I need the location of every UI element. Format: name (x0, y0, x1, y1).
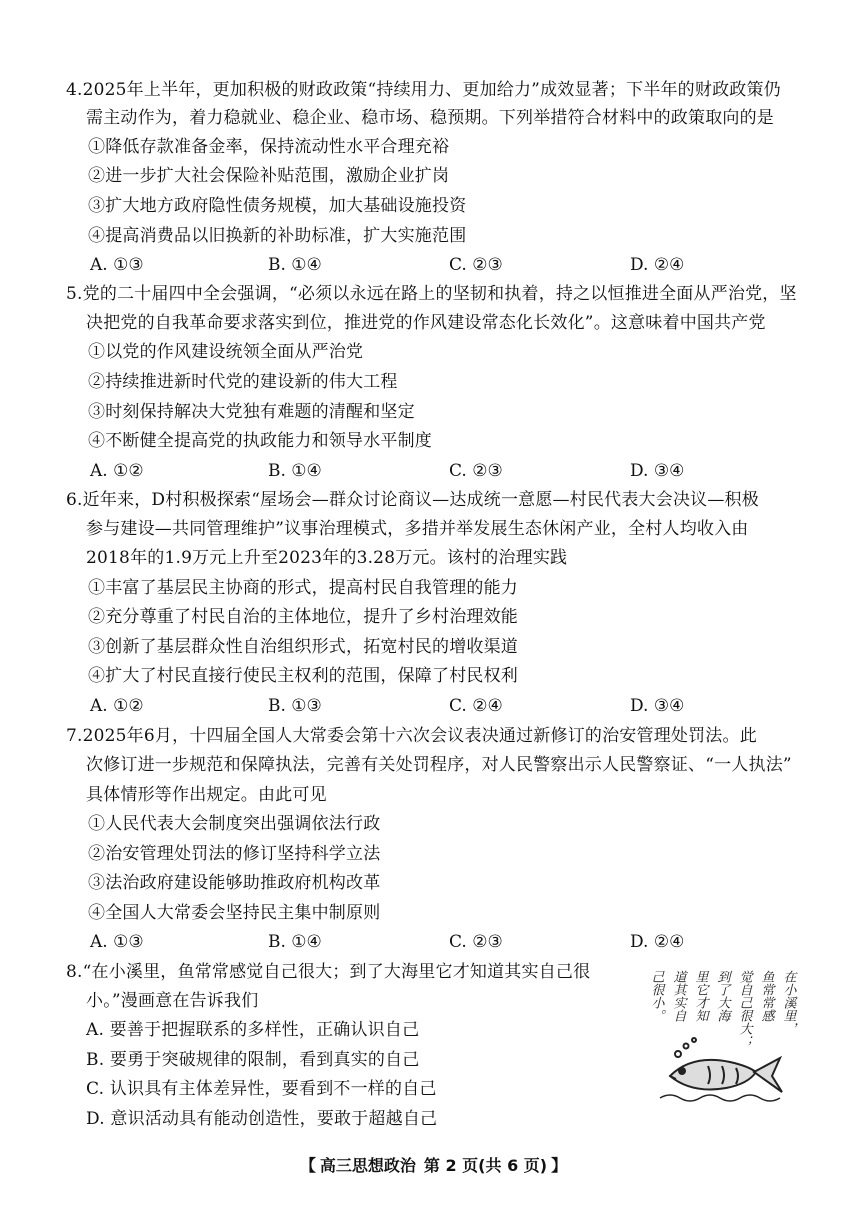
footer-subject: 高三思想政治 (319, 1156, 416, 1175)
statement-item: ①人民代表大会制度突出强调依法行政 (88, 814, 381, 834)
choice-a: A. ①③ (90, 932, 144, 952)
statement-item: ④提高消费品以旧换新的补助标准，扩大实施范围 (88, 226, 467, 246)
question-stem-line: 小。”漫画意在告诉我们 (86, 991, 259, 1011)
choice-c: C. ②③ (449, 255, 503, 275)
statement-item: ②治安管理处罚法的修订坚持科学立法 (88, 844, 381, 864)
choice-b: B. ①④ (268, 461, 322, 481)
statement-item: ①降低存款准备金率，保持流动性水平合理充裕 (88, 137, 450, 157)
choice-a: A. ①③ (90, 255, 144, 275)
statement-item: ①以党的作风建设统领全面从严治党 (88, 342, 364, 362)
option-d: D. 意识活动具有能动创造性，要敢于超越自己 (86, 1109, 438, 1129)
footer-left-bracket: 【 (299, 1156, 316, 1175)
cartoon-column: 鱼常常感 (758, 970, 774, 1022)
statement-item: ②持续推进新时代党的建设新的伟大工程 (88, 372, 398, 392)
question-stem-line: 具体情形等作出规定。由此可见 (86, 785, 327, 805)
fish-drawing (660, 1038, 782, 1101)
question-stem-line: 2018年的1.9万元上升至2023年的3.28万元。该村的治理实践 (86, 548, 568, 568)
choice-a: A. ①② (90, 461, 144, 481)
fish-cartoon (630, 958, 800, 1108)
statement-item: ④扩大了村民直接行使民主权利的范围，保障了村民权利 (88, 666, 518, 686)
cartoon-column: 觉自己很大； (736, 970, 752, 1048)
cartoon-column: 到了大海 (714, 970, 730, 1022)
choice-d: D. ③④ (630, 696, 685, 716)
question-stem-line: 8.“在小溪里，鱼常常感觉自己很大；到了大海里它才知道其实自己很 (66, 962, 591, 982)
cartoon-column: 道其实自 (670, 970, 686, 1022)
choice-d: D. ②④ (630, 255, 685, 275)
cartoon-handwritten-text (649, 970, 797, 1048)
question-stem-line: 需主动作为，着力稳就业、稳企业、稳市场、稳预期。下列举措符合材料中的政策取向的是 (86, 108, 774, 128)
question-stem-line: 7.2025年6月，十四届全国人大常委会第十六次会议表决通过新修订的治安管理处罚法。此 (66, 726, 757, 746)
choice-d: D. ②④ (630, 932, 685, 952)
option-b: B. 要勇于突破规律的限制，看到真实的自己 (86, 1050, 420, 1070)
statement-item: ②充分尊重了村民自治的主体地位，提升了乡村治理效能 (88, 607, 518, 627)
choice-b: B. ①④ (268, 932, 322, 952)
question-stem-line: 次修订进一步规范和保障执法，完善有关处罚程序，对人民警察出示人民警察证、“一人执法” (86, 755, 792, 775)
choice-a: A. ①② (90, 696, 144, 716)
statement-item: ②进一步扩大社会保险补贴范围，激励企业扩岗 (88, 166, 450, 186)
choice-b: B. ①④ (268, 255, 322, 275)
footer-right-bracket: 】 (551, 1156, 568, 1175)
statement-item: ④不断健全提高党的执政能力和领导水平制度 (88, 431, 432, 451)
choice-c: C. ②③ (449, 461, 503, 481)
question-stem-line: 4.2025年上半年，更加积极的财政政策“持续用力、更加给力”成效显著；下半年的财政政策仍 (66, 80, 781, 100)
cartoon-column: 己很小。 (648, 970, 664, 1022)
footer-page-number: 第 2 页(共 6 页) (423, 1156, 548, 1175)
question-stem-line: 参与建设—共同管理维护”议事治理模式，多措并举发展生态休闲产业，全村人均收入由 (86, 519, 749, 539)
option-a: A. 要善于把握联系的多样性，正确认识自己 (86, 1020, 420, 1040)
statement-item: ③法治政府建设能够助推政府机构改革 (88, 873, 381, 893)
choice-c: C. ②④ (449, 696, 503, 716)
question-stem-line: 决把党的自我革命要求落实到位，推进党的作风建设常态化长效化”。这意味着中国共产党 (86, 313, 766, 333)
choice-d: D. ③④ (630, 461, 685, 481)
statement-item: ③时刻保持解决大党独有难题的清醒和坚定 (88, 402, 415, 422)
question-stem-line: 5.党的二十届四中全会强调，“必须以永远在路上的坚韧和执着，持之以恒推进全面从严治党，坚 (66, 284, 797, 304)
cartoon-column: 在小溪里， (780, 970, 796, 1035)
choice-c: C. ②③ (449, 932, 503, 952)
choice-b: B. ①③ (268, 696, 322, 716)
option-c: C. 认识具有主体差异性，要看到不一样的自己 (86, 1079, 437, 1099)
page-footer (0, 1155, 867, 1177)
statement-item: ④全国人大常委会坚持民主集中制原则 (88, 903, 381, 923)
question-stem-line: 6.近年来，D村积极探索“屋场会—群众讨论商议—达成统一意愿—村民代表大会决议—积极 (66, 490, 759, 510)
statement-item: ③扩大地方政府隐性债务规模，加大基础设施投资 (88, 196, 467, 216)
statement-item: ③创新了基层群众性自治组织形式，拓宽村民的增收渠道 (88, 637, 518, 657)
cartoon-column: 里它才知 (692, 970, 708, 1022)
statement-item: ①丰富了基层民主协商的形式，提高村民自我管理的能力 (88, 578, 518, 598)
